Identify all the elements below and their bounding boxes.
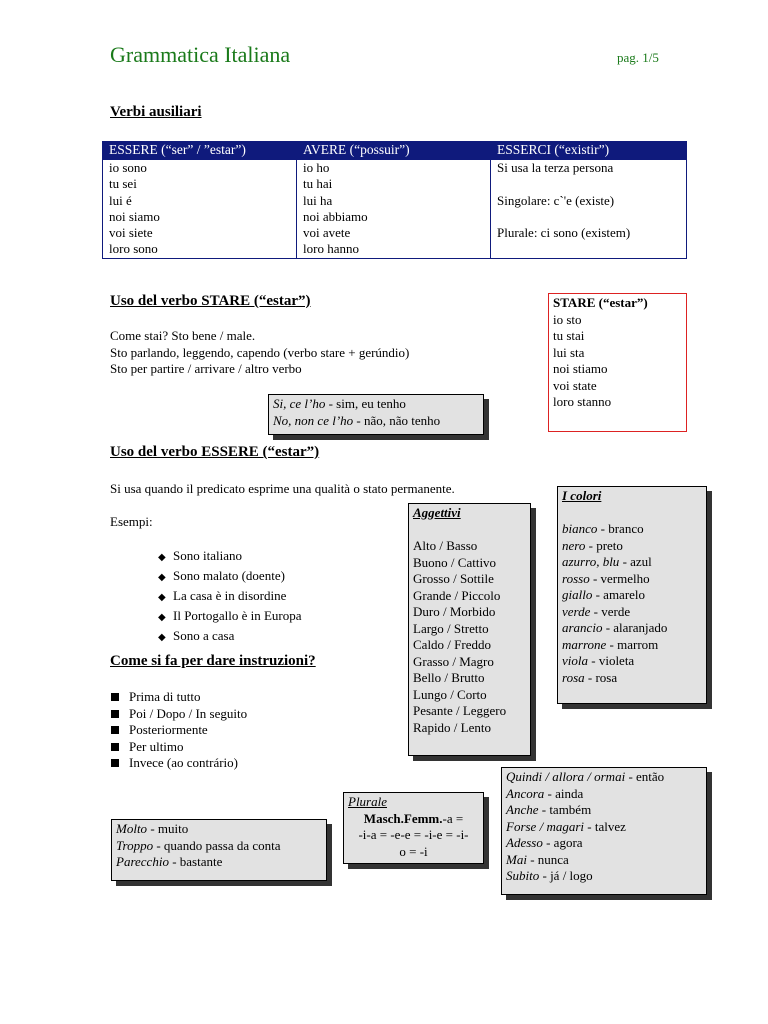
diamond-bullet-icon: ◆	[158, 632, 166, 643]
square-bullet-icon	[111, 743, 119, 751]
square-bullet-icon	[111, 759, 119, 767]
adverb-italian: Anche	[506, 802, 539, 817]
color-translation: - vermelho	[589, 570, 650, 586]
spacer	[497, 241, 680, 257]
color-italian: azurro, blu	[562, 554, 620, 569]
essere-examples-list	[158, 547, 302, 647]
conjugation-row: lui é	[109, 192, 132, 208]
color-row	[562, 670, 702, 687]
color-italian: rosso	[562, 570, 590, 586]
color-translation: - amarelo	[592, 587, 646, 602]
colori-box	[557, 486, 707, 704]
adverb-translation: - ainda	[544, 785, 584, 801]
stare-example-line: Sto per partire / arrivare / altro verbo	[110, 361, 302, 376]
color-italian: marrone	[562, 636, 607, 652]
adjective-pair: Lungo / Corto	[413, 686, 487, 702]
list-item	[111, 755, 247, 772]
esserci-singolare: Singolare: c`'e (existe)	[497, 192, 615, 208]
plurale-bold: Masch.Femm.	[363, 810, 443, 826]
adverb-italian: Subito	[506, 868, 540, 883]
page-number: pag. 1/5	[617, 50, 659, 65]
conjugation-row: noi siamo	[109, 208, 160, 224]
list-item	[158, 627, 302, 647]
conjugation-row: io ho	[303, 160, 330, 175]
spacer	[413, 522, 526, 539]
conjugation-row: tu stai	[553, 328, 585, 343]
conjugation-row: voi siete	[109, 225, 153, 241]
conjugation-row: tu hai	[303, 176, 333, 192]
phrase-row	[273, 413, 479, 430]
aggettivi-title: Aggettivi	[413, 505, 461, 520]
adverb-italian: Adesso	[506, 835, 543, 850]
adverb-translation: - agora	[542, 835, 583, 850]
conjugation-row: voi state	[553, 377, 597, 393]
diamond-bullet-icon: ◆	[158, 612, 166, 623]
essere-intro: Si usa quando il predicato esprime una qualità o stato permanente.	[110, 481, 455, 496]
diamond-bullet-icon: ◆	[158, 592, 166, 603]
adverb-italian: Mai	[506, 851, 527, 867]
color-row	[562, 554, 702, 571]
color-italian: bianco	[562, 521, 598, 536]
stare-box-title: STARE (“estar”)	[553, 295, 648, 310]
quantity-translation: - quando passa da conta	[153, 837, 281, 853]
plurale-box	[343, 792, 484, 864]
color-translation: - alaranjado	[602, 620, 668, 635]
adverb-row	[506, 819, 702, 836]
list-item	[158, 567, 302, 587]
example-text: Il Portogallo è in Europa	[173, 608, 302, 623]
stare-conjugation-box	[548, 293, 687, 432]
conjugation-row: io sono	[109, 160, 147, 175]
adjective-pair: Caldo / Freddo	[413, 637, 491, 652]
quantity-row	[116, 821, 322, 838]
diamond-bullet-icon: ◆	[158, 552, 166, 563]
list-item	[111, 722, 247, 739]
column-cell-esserci	[491, 160, 687, 259]
conjugation-row: lui ha	[303, 192, 333, 208]
list-item	[158, 547, 302, 567]
column-cell-essere	[103, 160, 297, 259]
adverb-translation: - talvez	[584, 818, 626, 834]
example-text: La casa è in disordine	[173, 588, 287, 603]
color-translation: - preto	[585, 537, 623, 553]
conjugation-row: voi avete	[303, 225, 351, 241]
column-header-essere: ESSERE (“ser” / ”estar”)	[103, 141, 297, 160]
istruzioni-list	[111, 689, 247, 772]
conjugation-row: io sto	[553, 311, 582, 327]
aggettivi-box	[408, 503, 531, 756]
conjugation-row: lui sta	[553, 344, 585, 360]
adjective-pair: Grande / Piccolo	[413, 587, 501, 603]
color-italian: nero	[562, 537, 586, 553]
list-item	[111, 706, 247, 723]
quantity-italian: Parecchio	[116, 854, 169, 869]
adjective-pair: Rapido / Lento	[413, 719, 491, 735]
esserci-plurale: Plurale: ci sono (existem)	[497, 225, 631, 241]
spacer	[562, 505, 702, 522]
color-italian: giallo	[562, 587, 593, 602]
square-bullet-icon	[111, 726, 119, 734]
color-row	[562, 521, 702, 538]
quantity-row	[116, 854, 322, 871]
color-row	[562, 538, 702, 555]
color-row	[562, 571, 702, 588]
color-italian: verde	[562, 603, 591, 619]
column-cell-avere	[297, 160, 491, 259]
adverb-translation: - já / logo	[539, 868, 593, 883]
conjugation-row: noi abbiamo	[303, 208, 368, 224]
adjective-pair: Pesante / Leggero	[413, 703, 507, 718]
phrase-italian: No, non ce l’ho	[273, 412, 354, 428]
conjugation-row: tu sei	[109, 176, 137, 192]
color-row	[562, 604, 702, 621]
stare-example-line: Come stai? Sto bene / male.	[110, 328, 256, 343]
adjective-pair: Largo / Stretto	[413, 620, 489, 636]
plurale-rest: -a =	[442, 810, 464, 826]
section-heading-istruzioni: Come si fa per dare instruzioni?	[110, 653, 316, 669]
quantity-row	[116, 838, 322, 855]
phrase-translation: - sim, eu tenho	[325, 396, 406, 411]
spacer	[497, 209, 680, 225]
adjective-pair: Alto / Basso	[413, 538, 478, 553]
adverb-translation: - nunca	[526, 851, 569, 867]
instruction-text: Prima di tutto	[129, 689, 201, 704]
color-translation: - rosa	[584, 669, 618, 685]
square-bullet-icon	[111, 693, 119, 701]
plurale-rule-line: -i-a = -e-e = -i-e = -i-	[358, 827, 469, 842]
color-row	[562, 587, 702, 604]
instruction-text: Poi / Dopo / In seguito	[129, 705, 248, 721]
color-translation: - branco	[597, 521, 644, 536]
adjective-pair: Grosso / Sottile	[413, 571, 494, 586]
adverb-translation: - também	[538, 802, 592, 817]
list-item	[111, 689, 247, 706]
adverb-row	[506, 868, 702, 885]
adverb-italian: Quindi / allora / ormai	[506, 769, 626, 784]
adverb-row	[506, 802, 702, 819]
color-translation: - violeta	[588, 653, 635, 668]
esempi-label: Esempi:	[110, 514, 153, 529]
color-row	[562, 653, 702, 670]
color-italian: viola	[562, 653, 588, 668]
adverb-row	[506, 769, 702, 786]
stare-example-line: Sto parlando, leggendo, capendo (verbo stare + gerúndio)	[110, 344, 410, 360]
color-translation: - verde	[590, 603, 631, 619]
adjective-pair: Buono / Cattivo	[413, 554, 497, 570]
adverb-row	[506, 835, 702, 852]
phrase-row	[273, 396, 479, 413]
conjugation-row: loro hanno	[303, 241, 359, 257]
esserci-note: Si usa la terza persona	[497, 160, 614, 175]
color-italian: rosa	[562, 669, 585, 685]
adjective-pair: Grasso / Magro	[413, 653, 494, 669]
conjugation-row: loro stanno	[553, 394, 612, 409]
quantita-box	[111, 819, 327, 881]
column-header-esserci: ESSERCI (“existir”)	[491, 141, 687, 160]
square-bullet-icon	[111, 710, 119, 718]
stare-examples	[110, 328, 409, 378]
example-text: Sono malato (doente)	[173, 568, 285, 583]
ce-lho-box	[268, 394, 484, 435]
diamond-bullet-icon: ◆	[158, 572, 166, 583]
color-italian: arancio	[562, 620, 603, 635]
phrase-translation: - não, não tenho	[353, 412, 441, 428]
verbi-ausiliari-table	[102, 141, 687, 259]
instruction-text: Posteriormente	[129, 722, 208, 737]
adverb-row	[506, 786, 702, 803]
example-text: Sono a casa	[173, 628, 235, 643]
colori-title: I colori	[562, 488, 602, 503]
adverb-italian: Ancora	[506, 785, 545, 801]
phrase-italian: Si, ce l’ho	[273, 396, 326, 411]
adverb-italian: Forse / magari	[506, 818, 584, 834]
color-translation: - marrom	[606, 636, 659, 652]
adverb-translation: - então	[625, 769, 665, 784]
adjective-pair: Duro / Morbido	[413, 604, 496, 619]
list-item	[158, 587, 302, 607]
quantity-translation: - bastante	[168, 854, 223, 869]
instruction-text: Per ultimo	[129, 738, 184, 754]
conjugation-row: loro sono	[109, 241, 158, 257]
color-translation: - azul	[619, 554, 652, 569]
adjective-pair: Bello / Brutto	[413, 670, 485, 685]
page-title: Grammatica Italiana	[110, 42, 291, 67]
color-row	[562, 620, 702, 637]
plurale-title: Plurale	[348, 794, 387, 809]
plurale-rule-line: o = -i	[399, 843, 428, 859]
list-item	[158, 607, 302, 627]
column-header-avere: AVERE (“possuir”)	[297, 141, 491, 160]
spacer	[497, 176, 680, 192]
quantity-translation: - muito	[147, 821, 189, 836]
color-row	[562, 637, 702, 654]
section-heading-verbi-ausiliari: Verbi ausiliari	[110, 104, 202, 120]
avverbi-box	[501, 767, 707, 895]
conjugation-row: noi stiamo	[553, 361, 608, 376]
example-text: Sono italiano	[173, 548, 242, 563]
instruction-text: Invece (ao contrário)	[129, 755, 238, 770]
plurale-rule	[348, 811, 479, 828]
adverb-row	[506, 852, 702, 869]
list-item	[111, 739, 247, 756]
section-heading-essere: Uso del verbo ESSERE (“estar”)	[110, 444, 320, 460]
quantity-italian: Troppo	[116, 837, 154, 853]
section-heading-stare: Uso del verbo STARE (“estar”)	[110, 293, 311, 309]
quantity-italian: Molto	[116, 821, 148, 836]
